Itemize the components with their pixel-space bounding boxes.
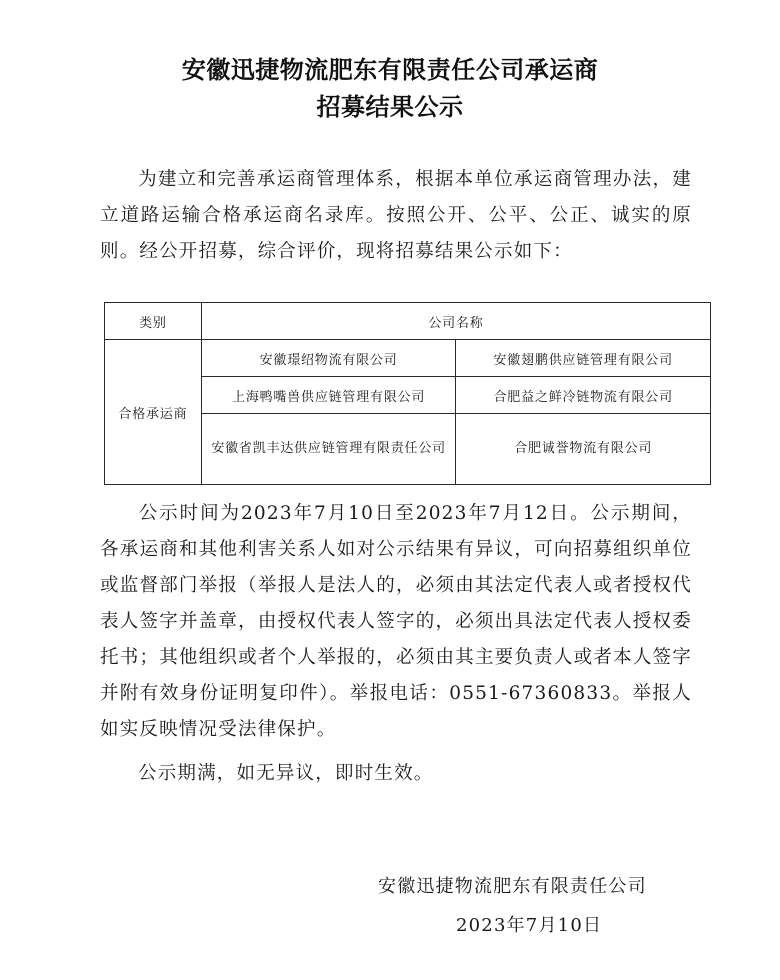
intro-paragraph xyxy=(100,162,692,270)
intro-text: 为建立和完善承运商管理体系，根据本单位承运商管理办法，建立道路运输合格承运商名录库。按照公开、公平、公正、诚实的原则。经公开招募，综合评价，现将招募结果公示如下： xyxy=(100,169,692,262)
page-subtitle: 招募结果公示 xyxy=(316,93,464,121)
category-cell: 合格承运商 xyxy=(105,340,202,485)
effective-paragraph xyxy=(100,756,692,792)
signature-date: 2023年7月10日 xyxy=(456,915,603,936)
period-paragraph xyxy=(100,496,692,748)
company-cell: 上海鸭嘴兽供应链管理有限公司 xyxy=(201,377,456,414)
company-cell: 合肥益之鲜冷链物流有限公司 xyxy=(456,377,711,414)
effective-text: 公示期满，如无异议，即时生效。 xyxy=(138,763,434,784)
company-cell: 安徽省凯丰达供应链管理有限责任公司 xyxy=(201,414,456,485)
table-header-row xyxy=(105,303,711,340)
page-title: 安徽迅捷物流肥东有限责任公司承运商 xyxy=(181,56,599,84)
signature-company: 安徽迅捷物流肥东有限责任公司 xyxy=(378,876,647,897)
company-cell: 安徽翅鹏供应链管理有限公司 xyxy=(456,340,711,377)
company-cell: 安徽璟绍物流有限公司 xyxy=(201,340,456,377)
period-text: 公示时间为2023年7月10日至2023年7月12日。公示期间，各承运商和其他利害关系人如对公示结果有异议，可向招募组织单位或监督部门举报（举报人是法人的，必须由其法定代表人或者授权代表人签字并盖章，由授权代表人签字的，必须出具法定代表人授权委托书；其他组织或者个人举报的，必须由其主要负责人或者本人签字并附有效身份证明复印件）。举报电话：0551-67360833。举报人如实反映情况受法律保护。 xyxy=(100,503,692,740)
recruitment-result-table xyxy=(104,302,711,485)
company-cell: 合肥诚誉物流有限公司 xyxy=(456,414,711,485)
header-category: 类别 xyxy=(105,303,202,340)
header-company-name: 公司名称 xyxy=(201,303,710,340)
table-row xyxy=(105,340,711,377)
